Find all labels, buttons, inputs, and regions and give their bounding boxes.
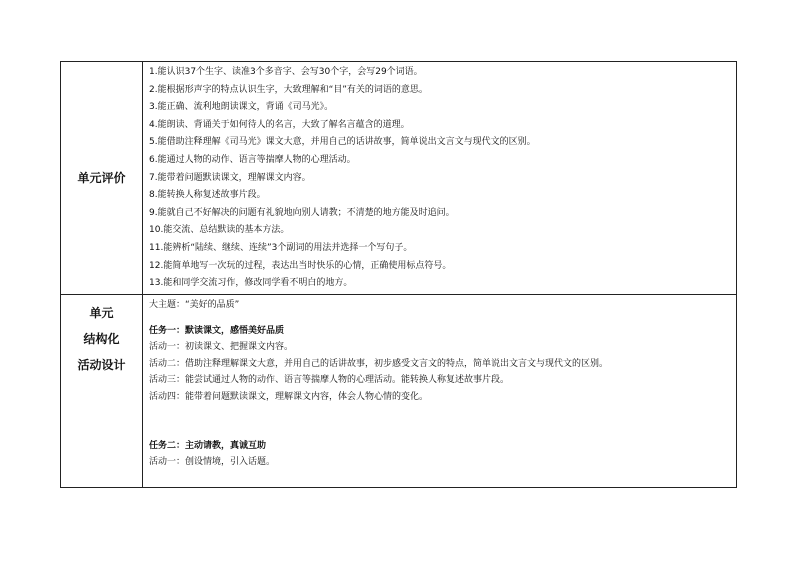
unit-plan-table xyxy=(60,61,737,488)
task1-activity: 活动四：能带着问题默读课文，理解课文内容，体会人物心情的变化。 xyxy=(149,391,429,402)
theme-line: 大主题：“美好的品质” xyxy=(149,300,240,310)
evaluation-item: 12.能简单地写一次玩的过程，表达出当时快乐的心情，正确使用标点符号。 xyxy=(149,260,452,271)
task1-activity: 活动三：能尝试通过人物的动作、语言等揣摩人物的心理活动。能转换人称复述故事片段。 xyxy=(149,375,510,386)
evaluation-item: 13.能和同学交流习作，修改同学看不明白的地方。 xyxy=(149,278,353,289)
task1-activity: 活动二：借助注释理解课文大意，并用自己的话讲故事，初步感受文言文的特点，简单说出文言文与现代文的区别。 xyxy=(149,358,609,369)
design-content xyxy=(143,295,736,487)
task2-title: 任务二：主动请教，真诚互助 xyxy=(149,440,267,451)
evaluation-item: 9.能就自己不好解决的问题有礼貌地向别人请教；不清楚的地方能及时追问。 xyxy=(149,207,455,218)
design-row xyxy=(61,295,736,487)
evaluation-item: 5.能借助注释理解《司马光》课文大意，并用自己的话讲故事，简单说出文言文与现代文的区别。 xyxy=(149,137,536,148)
evaluation-item: 3.能正确、流利地朗读课文，背诵《司马光》。 xyxy=(149,102,334,113)
evaluation-label: 单元评价 xyxy=(61,62,143,294)
evaluation-item: 2.能根据形声字的特点认识生字，大致理解和“目”有关的词语的意思。 xyxy=(149,84,428,95)
design-label xyxy=(61,295,143,487)
design-label-line: 活动设计 xyxy=(77,358,126,372)
evaluation-item: 7.能带着问题默读课文，理解课文内容。 xyxy=(149,172,311,183)
evaluation-item: 11.能辨析“陆续、继续、连续”3个副词的用法并选择一个写句子。 xyxy=(149,242,413,253)
design-label-line: 单元 xyxy=(89,306,114,320)
evaluation-item: 8.能转换人称复述故事片段。 xyxy=(149,190,266,201)
evaluation-item: 6.能通过人物的动作、语言等揣摩人物的心理活动。 xyxy=(149,154,356,165)
task1-activity: 活动一：初读课文、把握课文内容。 xyxy=(149,342,294,353)
task1-title: 任务一：默读课文，感悟美好品质 xyxy=(149,325,285,336)
evaluation-item: 4.能朗读、背诵关于如何待人的名言，大致了解名言蕴含的道理。 xyxy=(149,119,410,130)
evaluation-content xyxy=(143,62,736,294)
task2-activity: 活动一：创设情境，引入话题。 xyxy=(149,457,276,468)
evaluation-item: 1.能认识37个生字、读准3个多音字、会写30个字，会写29个词语。 xyxy=(149,67,423,77)
design-label-line: 结构化 xyxy=(83,332,120,346)
evaluation-item: 10.能交流、总结默读的基本方法。 xyxy=(149,225,290,236)
evaluation-row xyxy=(61,62,736,295)
